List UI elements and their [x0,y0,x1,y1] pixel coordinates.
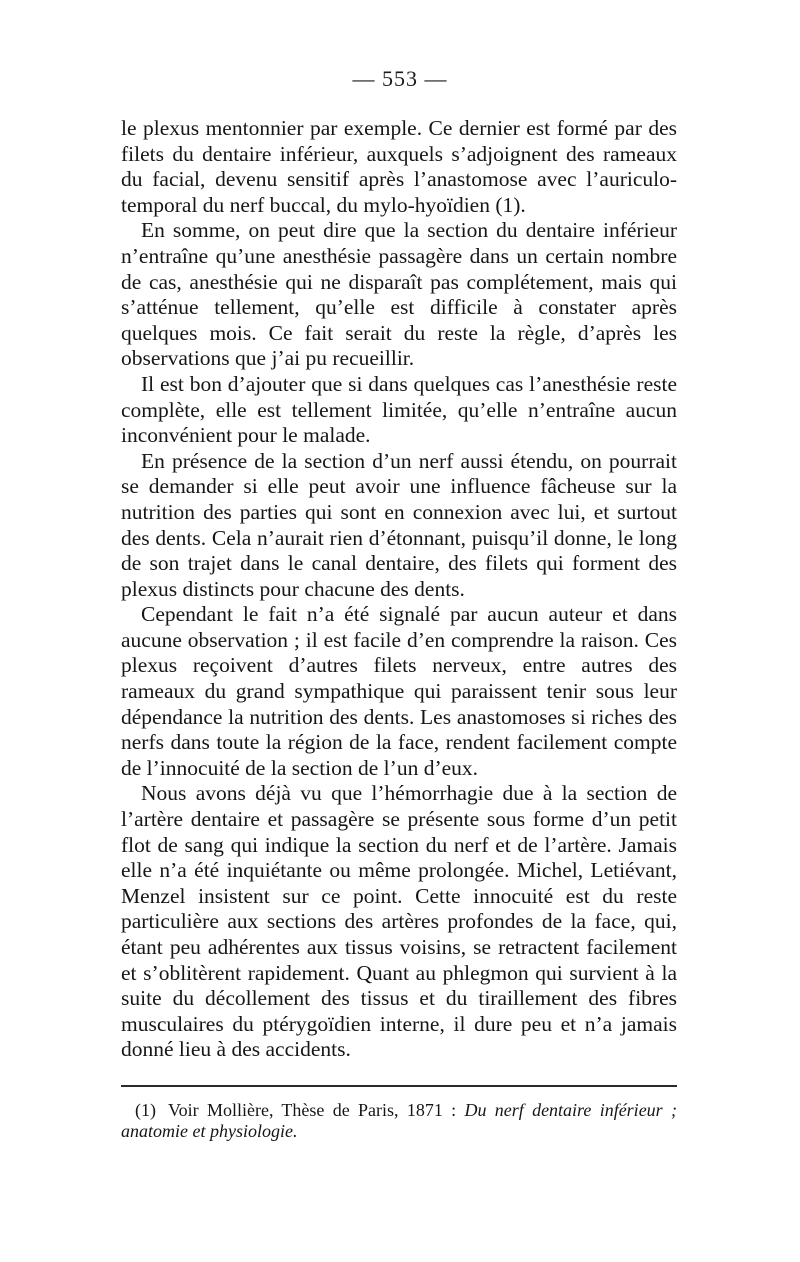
footnote-divider [121,1085,677,1087]
footnote-title: Du nerf dentaire inférieur ; anatomie et physiologie. [121,1100,677,1141]
footnote [121,1100,677,1142]
footnote-marker: (1) [135,1100,156,1120]
paragraph: le plexus mentonnier par exemple. Ce dernier est formé par des filets du dentaire inférieur, auxquels s’adjoignent des rameaux du facial, devenu sensitif après l’anastomose avec l’auriculo-temporal du nerf buccal, du mylo-hyoïdien (1). [121,116,677,217]
paragraph: Il est bon d’ajouter que si dans quelques cas l’anesthésie reste complète, elle est tellement limitée, qu’elle n’entraîne aucun inconvénient pour le malade. [121,371,677,448]
body-text [121,116,677,1063]
paragraph: Cependant le fait n’a été signalé par aucun auteur et dans aucune observation ; il est facile d’en comprendre la raison. Ces plexus reçoivent d’autres filets nerveux, entre autres des rameaux du grand sympathique qui paraissent tenir sous leur dépendance la nutrition des dents. Les anastomoses si riches des nerfs dans toute la région de la face, rendent facilement compte de l’innocuité de la section de l’un d’eux. [121,602,677,780]
page-number: — 553 — [352,66,448,91]
footnote-text: Voir Mollière, Thèse de Paris, 1871 : [167,1100,457,1120]
paragraph: Nous avons déjà vu que l’hémorrhagie due à la section de l’artère dentaire et passagère se présente sous forme d’un petit flot de sang qui indique la section du nerf et de l’artère. Jamais elle n’a été inquiétante ou même prolongée. Michel, Letiévant, Menzel insistent sur ce point. Cette innocuité est du reste particulière aux sections des artères profondes de la face, qui, étant peu adhérentes aux tissus voisins, se retractent facilement et s’oblitèrent rapidement. Quant au phlegmon qui survient à la suite du décollement des tissus et du tiraillement des fibres musculaires du ptérygoïdien interne, il dure peu et n’a jamais donné lieu à des accidents. [121,781,677,1062]
paragraph: En présence de la section d’un nerf aussi étendu, on pourrait se demander si elle peut avoir une influence fâcheuse sur la nutrition des parties qui sont en connexion avec lui, et surtout des dents. Cela n’aurait rien d’étonnant, puisqu’il donne, le long de son trajet dans le canal dentaire, des filets qui forment des plexus distincts pour chacune des dents. [121,448,677,601]
paragraph: En somme, on peut dire que la section du dentaire inférieur n’entraîne qu’une anesthésie passagère dans un certain nombre de cas, anesthésie qui ne disparaît pas complétement, mais qui s’atténue tellement, qu’elle est difficile à constater après quelques mois. Ce fait serait du reste la règle, d’après les observations que j’ai pu recueillir. [121,218,677,371]
